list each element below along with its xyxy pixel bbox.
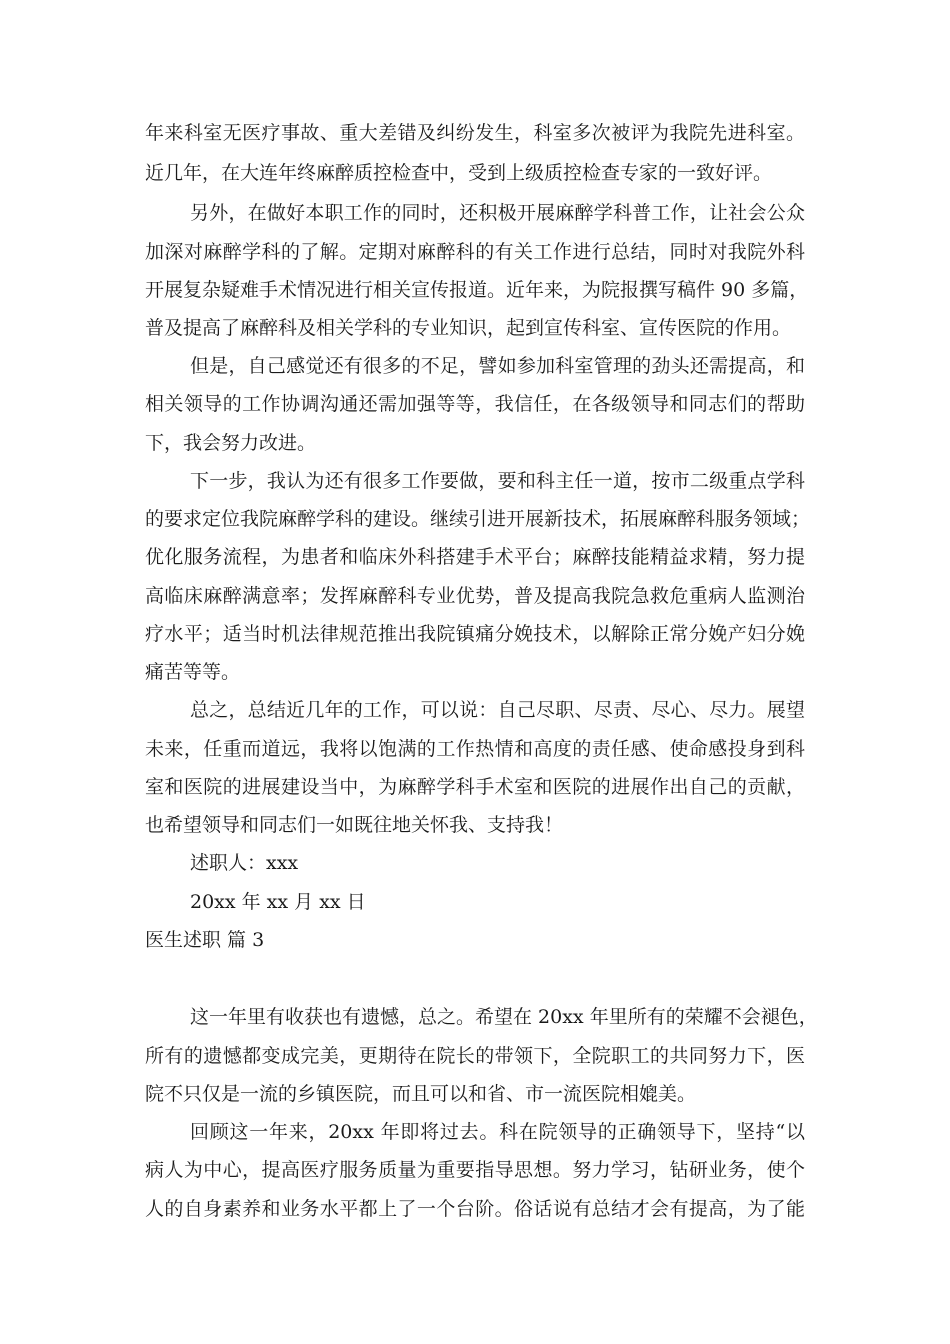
paragraph-line: 但是，自己感觉还有很多的不足，譬如参加科室管理的劲头还需提高，和 (190, 355, 805, 377)
paragraph-line: 年来科室无医疗事故、重大差错及纠纷发生，科室多次被评为我院先进科室。 (145, 122, 805, 144)
paragraph-line: 人的自身素养和业务水平都上了一个台阶。俗话说有总结才会有提高，为了能 (145, 1198, 805, 1220)
signature-line: 述职人：xxx (190, 852, 299, 874)
paragraph-line: 下，我会努力改进。 (145, 432, 317, 454)
paragraph-line: 另外，在做好本职工作的同时，还积极开展麻醉学科普工作，让社会公众 (190, 202, 805, 224)
paragraph-line: 未来，任重而道远，我将以饱满的工作热情和高度的责任感、使命感投身到科 (145, 738, 805, 760)
paragraph-line: 也希望领导和同志们一如既往地关怀我、支持我！ (145, 814, 564, 836)
paragraph-line: 痛苦等等。 (145, 661, 241, 683)
paragraph-line: 的要求定位我院麻醉学科的建设。继续引进开展新技术，拓展麻醉科服务领域； (145, 508, 811, 530)
paragraph-line: 相关领导的工作协调沟通还需加强等等，我信任，在各级领导和同志们的帮助 (145, 393, 805, 415)
paragraph-line: 下一步，我认为还有很多工作要做，要和科主任一道，按市二级重点学科 (190, 470, 805, 492)
paragraph-line: 院不只仅是一流的乡镇医院，而且可以和省、市一流医院相媲美。 (145, 1083, 697, 1105)
paragraph-line: 普及提高了麻醉科及相关学科的专业知识，起到宣传科室、宣传医院的作用。 (145, 317, 792, 339)
paragraph-line: 优化服务流程，为患者和临床外科搭建手术平台；麻醉技能精益求精，努力提 (145, 546, 805, 568)
paragraph-line: 所有的遗憾都变成完美，更期待在院长的带领下，全院职工的共同努力下，医 (145, 1045, 805, 1067)
paragraph-line: 开展复杂疑难手术情况进行相关宣传报道。近年来，为院报撰写稿件 90 多篇， (145, 279, 809, 301)
paragraph-line: 总之，总结近几年的工作，可以说：自己尽职、尽责、尽心、尽力。展望 (190, 699, 805, 721)
section-title: 医生述职 篇 3 (145, 929, 265, 951)
paragraph-line: 加深对麻醉学科的了解。定期对麻醉科的有关工作进行总结，同时对我院外科 (145, 241, 805, 263)
paragraph-line: 近几年，在大连年终麻醉质控检查中，受到上级质控检查专家的一致好评。 (145, 162, 773, 184)
paragraph-line: 病人为中心，提高医疗服务质量为重要指导思想。努力学习，钻研业务，使个 (145, 1159, 805, 1181)
date-line: 20xx 年 xx 月 xx 日 (190, 891, 366, 913)
paragraph-line: 这一年里有收获也有遗憾，总之。希望在 20xx 年里所有的荣耀不会褪色， (190, 1006, 818, 1028)
paragraph-line: 疗水平；适当时机法律规范推出我院镇痛分娩技术，以解除正常分娩产妇分娩 (145, 623, 805, 645)
paragraph-line: 高临床麻醉满意率；发挥麻醉科专业优势，普及提高我院急救危重病人监测治 (145, 585, 805, 607)
paragraph-line: 回顾这一年来，20xx 年即将过去。科在院领导的正确领导下，坚持“以 (190, 1121, 805, 1143)
paragraph-line: 室和医院的进展建设当中，为麻醉学科手术室和医院的进展作出自己的贡献， (145, 776, 805, 798)
